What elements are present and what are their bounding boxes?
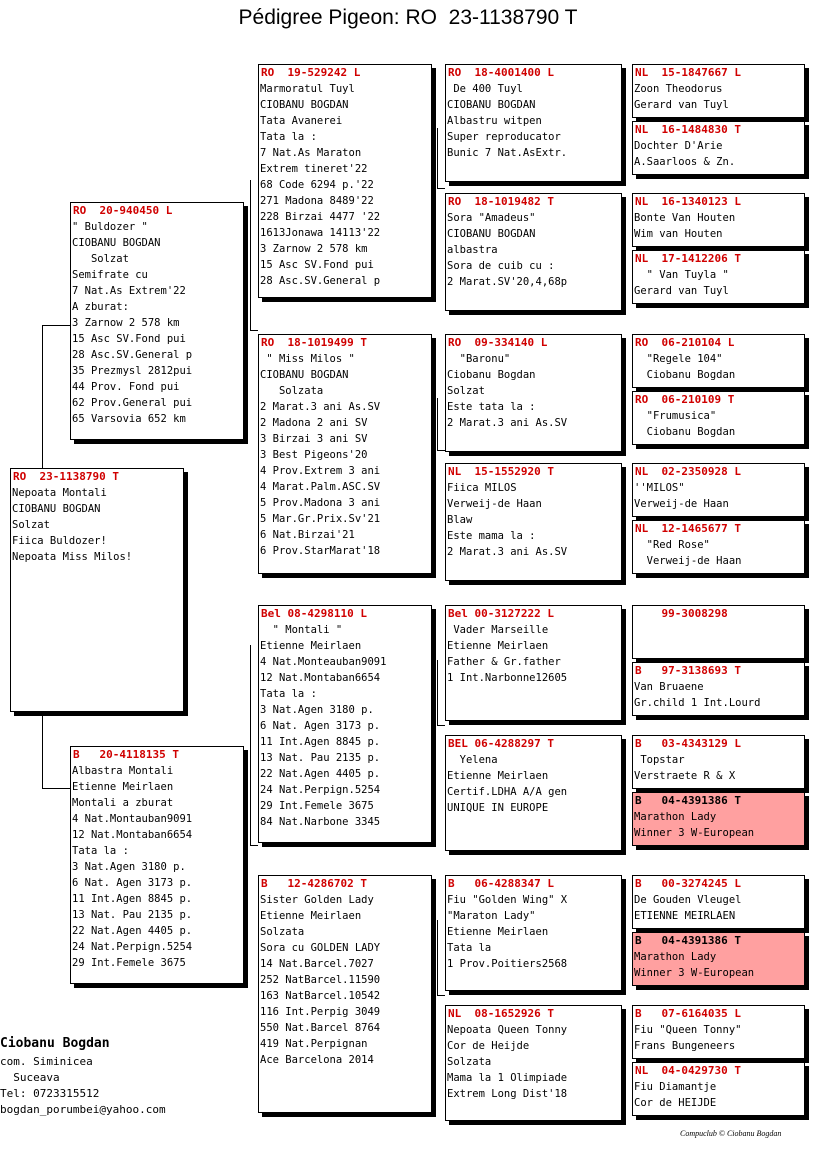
connector-line (250, 845, 258, 846)
info-line: 2 Marat.3 ani As.SV (447, 417, 568, 429)
info-line: Nepoata Montali (12, 487, 107, 499)
ring-number: B 06-4288347 L (448, 877, 554, 890)
info-line: Sora cu GOLDEN LADY (260, 942, 381, 954)
info-line: CIOBANU BOGDAN (447, 99, 536, 111)
connector-line (437, 188, 445, 189)
connector-line (437, 725, 445, 726)
info-line: 6 Nat.Birzai'21 (260, 529, 355, 541)
info-line: 2 Madona 2 ani SV (260, 417, 368, 429)
info-line: 5 Mar.Gr.Prix.Sv'21 (260, 513, 381, 525)
info-line: Verweij-de Haan (447, 498, 542, 510)
info-line: A zburat: (72, 301, 129, 313)
info-line: Solzat (12, 519, 50, 531)
info-line: Super reproducator (447, 131, 561, 143)
info-line: CIOBANU BOGDAN (260, 99, 349, 111)
ring-number: NL 17-1412206 T (635, 252, 741, 265)
info-line: 163 NatBarcel.10542 (260, 990, 381, 1002)
info-line: Dochter D'Arie (634, 140, 723, 152)
info-line: Solzat (72, 253, 129, 265)
info-line: Nepoata Miss Milos! (12, 551, 133, 563)
info-line: Wim van Houten (634, 228, 723, 240)
info-line: 65 Varsovia 652 km (72, 413, 186, 425)
pedigree-box-great-grandparent[interactable] (445, 463, 622, 581)
info-line: Tata Avanerei (260, 115, 343, 127)
info-line: 3 Nat.Agen 3180 p. (260, 704, 374, 716)
connector-line (625, 95, 626, 120)
info-line: Nepoata Queen Tonny (447, 1024, 568, 1036)
ring-number: B 04-4391386 T (635, 794, 741, 807)
info-line: Solzata (260, 385, 324, 397)
info-line: 3 Birzai 3 ani SV (260, 433, 368, 445)
info-line: 550 Nat.Barcel 8764 (260, 1022, 381, 1034)
connector-line (42, 325, 70, 326)
info-line: Winner 3 W-European (634, 827, 755, 839)
info-line: Fiu "Golden Wing" X (447, 894, 568, 906)
info-line: albastra (447, 244, 498, 256)
pedigree-box-ancestor[interactable] (632, 463, 805, 517)
info-line: Etienne Meirlaen (447, 770, 549, 782)
breeder-address-line: Suceava (0, 1071, 60, 1084)
info-line: Ciobanu Bogdan (447, 369, 536, 381)
connector-line (42, 712, 43, 788)
info-line: 15 Asc SV.Fond pui (260, 259, 374, 271)
info-line: Ciobanu Bogdan (634, 369, 736, 381)
info-line: 3 Nat.Agen 3180 p. (72, 861, 186, 873)
info-line: 62 Prov.General pui (72, 397, 193, 409)
info-line: Solzat (447, 385, 485, 397)
info-line: 3 Best Pigeons'20 (260, 449, 368, 461)
info-line: ETIENNE MEIRLAEN (634, 910, 736, 922)
info-line: 6 Nat. Agen 3173 p. (72, 877, 193, 889)
ring-number: RO 18-4001400 L (448, 66, 554, 79)
ring-number: RO 06-210109 T (635, 393, 735, 406)
info-line: 2 Marat.3 ani As.SV (447, 546, 568, 558)
info-line: 13 Nat. Pau 2135 p. (72, 909, 193, 921)
info-line: "Red Rose" (634, 539, 710, 551)
info-line: Father & Gr.father (447, 656, 561, 668)
info-line: 5 Prov.Madona 3 ani (260, 497, 381, 509)
info-line: Marathon Lady (634, 811, 717, 823)
connector-line (42, 788, 70, 789)
pedigree-box-great-grandparent[interactable] (445, 64, 622, 182)
info-line: Certif.LDHA A/A gen (447, 786, 568, 798)
ring-number: RO 23-1138790 T (13, 470, 119, 483)
info-line: CIOBANU BOGDAN (72, 237, 161, 249)
ring-number: NL 15-1847667 L (635, 66, 741, 79)
info-line: Gr.child 1 Int.Lourd (634, 697, 761, 709)
info-line: 1 Prov.Poitiers2568 (447, 958, 568, 970)
pedigree-box-ancestor[interactable] (632, 334, 805, 388)
info-line: Ciobanu Bogdan (634, 426, 736, 438)
page-title: Pédigree Pigeon: RO 23-1138790 T (238, 6, 578, 29)
info-line: 22 Nat.Agen 4405 p. (72, 925, 193, 937)
info-line: Albastra Montali (72, 765, 174, 777)
info-line: Etienne Meirlaen (72, 781, 174, 793)
info-line: "Maraton Lady" (447, 910, 536, 922)
info-line: 29 Int.Femele 3675 (260, 800, 374, 812)
info-line: 14 Nat.Barcel.7027 (260, 958, 374, 970)
info-line: Blaw (447, 514, 473, 526)
info-line: Etienne Meirlaen (260, 910, 362, 922)
ring-number: B 03-4343129 L (635, 737, 741, 750)
info-line: 7 Nat.As Extrem'22 (72, 285, 186, 297)
pedigree-box-ancestor[interactable] (632, 64, 805, 118)
pedigree-box-grandparent[interactable] (258, 64, 432, 298)
info-line: " Van Tuyla " (634, 269, 729, 281)
ring-number: Bel 08-4298110 L (261, 607, 367, 620)
ring-number: BEL 06-4288297 T (448, 737, 554, 750)
info-line: 419 Nat.Perpignan (260, 1038, 368, 1050)
pedigree-box-great-grandparent[interactable] (445, 875, 622, 991)
breeder-info (0, 1034, 166, 1118)
ring-number: NL 04-0429730 T (635, 1064, 741, 1077)
info-line: " Montali " (260, 624, 343, 636)
info-line: Etienne Meirlaen (260, 640, 362, 652)
pedigree-box-ancestor[interactable] (632, 121, 805, 175)
info-line: 252 NatBarcel.11590 (260, 974, 381, 986)
info-line: 24 Nat.Perpign.5254 (72, 941, 193, 953)
pedigree-box-grandparent[interactable] (258, 875, 432, 1113)
info-line: 24 Nat.Perpign.5254 (260, 784, 381, 796)
ring-number: RO 18-1019482 T (448, 195, 554, 208)
info-line: 84 Nat.Narbone 3345 (260, 816, 381, 828)
info-line: Cor de HEIJDE (634, 1097, 717, 1109)
ring-number: NL 12-1465677 T (635, 522, 741, 535)
info-line: Van Bruaene (634, 681, 704, 693)
info-line: Montali a zburat (72, 797, 174, 809)
info-line: 2 Marat.3 ani As.SV (260, 401, 381, 413)
info-line: 228 Birzai 4477 '22 (260, 211, 381, 223)
info-line: 1613Jonawa 14113'22 (260, 227, 381, 239)
pedigree-box-great-grandparent[interactable] (445, 193, 622, 311)
info-line: Tata la : (260, 131, 317, 143)
info-line: ''MILOS" (634, 482, 685, 494)
info-line: Bonte Van Houten (634, 212, 736, 224)
info-line: De 400 Tuyl (447, 83, 523, 95)
pedigree-box-ancestor[interactable] (632, 875, 805, 929)
info-line: "Regele 104" (634, 353, 723, 365)
info-line: Topstar (634, 754, 685, 766)
info-line: 6 Prov.StarMarat'18 (260, 545, 381, 557)
info-line: Gerard van Tuyl (634, 99, 729, 111)
info-line: Frans Bungeneers (634, 1040, 736, 1052)
info-line: 116 Int.Perpig 3049 (260, 1006, 381, 1018)
ring-number: B 20-4118135 T (73, 748, 179, 761)
info-line: 28 Asc.SV.General p (72, 349, 193, 361)
ring-number: RO 19-529242 L (261, 66, 361, 79)
ring-number: RO 06-210104 L (635, 336, 735, 349)
info-line: 11 Int.Agen 8845 p. (260, 736, 381, 748)
connector-line (250, 180, 251, 330)
info-line: Semifrate cu (72, 269, 148, 281)
info-line: 35 Prezmysl 2812pui (72, 365, 193, 377)
ring-number: NL 16-1484830 T (635, 123, 741, 136)
ring-number: 99-3008298 (635, 607, 728, 620)
pedigree-box-ancestor[interactable] (632, 250, 805, 304)
info-line: Vader Marseille (447, 624, 549, 636)
info-line: 271 Madona 8489'22 (260, 195, 374, 207)
info-line: Solzata (260, 926, 305, 938)
info-line: 68 Code 6294 p.'22 (260, 179, 374, 191)
connector-line (437, 450, 445, 451)
connector-line (250, 330, 258, 331)
pedigree-box-ancestor[interactable] (632, 735, 805, 789)
pedigree-box-ancestor-highlighted[interactable] (632, 792, 805, 846)
connector-line (625, 765, 626, 792)
info-line: Cor de Heijde (447, 1040, 530, 1052)
info-line: Fiica Buldozer! (12, 535, 107, 547)
pedigree-box-ancestor[interactable] (632, 193, 805, 247)
software-credit: Compuclub © Ciobanu Bogdan (680, 1129, 782, 1138)
info-line: Zoon Theodorus (634, 83, 723, 95)
info-line: Yelena (447, 754, 498, 766)
info-line: Albastru witpen (447, 115, 542, 127)
info-line: 3 Zarnow 2 578 km (72, 317, 180, 329)
info-line: Verweij-de Haan (634, 555, 742, 567)
info-line: CIOBANU BOGDAN (447, 228, 536, 240)
ring-number: NL 16-1340123 L (635, 195, 741, 208)
breeder-phone: Tel: 0723315512 (0, 1087, 100, 1100)
info-line: Sister Golden Lady (260, 894, 374, 906)
ring-number: B 07-6164035 L (635, 1007, 741, 1020)
info-line: 29 Int.Femele 3675 (72, 957, 186, 969)
pedigree-box-grandparent[interactable] (258, 334, 432, 574)
info-line: Marmoratul Tuyl (260, 83, 355, 95)
pedigree-box-ancestor[interactable] (632, 520, 805, 574)
info-line: Verstraete R & X (634, 770, 736, 782)
info-line: Ace Barcelona 2014 (260, 1054, 374, 1066)
info-line: 13 Nat. Pau 2135 p. (260, 752, 381, 764)
info-line: Este mama la : (447, 530, 536, 542)
ring-number: RO 20-940450 L (73, 204, 173, 217)
connector-line (437, 398, 438, 450)
info-line: 28 Asc.SV.General p (260, 275, 381, 287)
connector-line (437, 995, 445, 996)
pedigree-box-ancestor[interactable] (632, 662, 805, 716)
info-line: 11 Int.Agen 8845 p. (72, 893, 193, 905)
ring-number: B 00-3274245 L (635, 877, 741, 890)
info-line: Solzata (447, 1056, 492, 1068)
info-line: " Buldozer " (72, 221, 148, 233)
connector-line (625, 1035, 626, 1062)
info-line: Tata la : (72, 845, 129, 857)
breeder-address-line: com. Siminicea (0, 1055, 93, 1068)
ring-number: NL 02-2350928 L (635, 465, 741, 478)
breeder-email: bogdan_porumbei@yahoo.com (0, 1103, 166, 1116)
breeder-name: Ciobanu Bogdan (0, 1036, 110, 1051)
info-line: 1 Int.Narbonne12605 (447, 672, 568, 684)
pedigree-box-ancestor[interactable] (632, 605, 805, 659)
pedigree-box-grandparent[interactable] (258, 605, 432, 843)
connector-line (625, 635, 626, 662)
info-line: Fiu "Queen Tonny" (634, 1024, 742, 1036)
info-line: 4 Nat.Montauban9091 (72, 813, 193, 825)
connector-line (437, 660, 438, 725)
info-line: 2 Marat.SV'20,4,68p (447, 276, 568, 288)
info-line: 22 Nat.Agen 4405 p. (260, 768, 381, 780)
info-line: 6 Nat. Agen 3173 p. (260, 720, 381, 732)
info-line: 15 Asc SV.Fond pui (72, 333, 186, 345)
connector-line (625, 495, 626, 520)
connector-line (250, 645, 251, 845)
ring-number: B 12-4286702 T (261, 877, 367, 890)
pedigree-box-great-grandparent[interactable] (445, 735, 622, 851)
pedigree-box-sire[interactable] (70, 202, 244, 440)
ring-number: Bel 00-3127222 L (448, 607, 554, 620)
connector-line (437, 128, 438, 188)
connector-line (625, 225, 626, 250)
pedigree-box-ancestor[interactable] (632, 1062, 805, 1116)
info-line: UNIQUE IN EUROPE (447, 802, 549, 814)
pedigree-box-ancestor[interactable] (632, 1005, 805, 1059)
info-line: Extrem tineret'22 (260, 163, 368, 175)
info-line: Tata la (447, 942, 492, 954)
info-line: Gerard van Tuyl (634, 285, 729, 297)
info-line: Este tata la : (447, 401, 536, 413)
pedigree-box-great-grandparent[interactable] (445, 334, 622, 452)
info-line: 12 Nat.Montaban6654 (72, 829, 193, 841)
ring-number: NL 15-1552920 T (448, 465, 554, 478)
info-line: " Miss Milos " (260, 353, 355, 365)
info-line: Tata la : (260, 688, 317, 700)
info-line: 12 Nat.Montaban6654 (260, 672, 381, 684)
info-line: 4 Prov.Extrem 3 ani (260, 465, 381, 477)
info-line: 4 Nat.Monteauban9091 (260, 656, 387, 668)
info-line: Winner 3 W-European (634, 967, 755, 979)
info-line: Verweij-de Haan (634, 498, 729, 510)
info-line: 44 Prov. Fond pui (72, 381, 180, 393)
info-line: CIOBANU BOGDAN (260, 369, 349, 381)
info-line: 7 Nat.As Maraton (260, 147, 362, 159)
info-line: "Baronu" (447, 353, 511, 365)
ring-number: B 97-3138693 T (635, 664, 741, 677)
info-line: Etienne Meirlaen (447, 640, 549, 652)
ring-number: B 04-4391386 T (635, 934, 741, 947)
pedigree-box-great-grandparent[interactable] (445, 605, 622, 721)
ring-number: RO 09-334140 L (448, 336, 548, 349)
info-line: Mama la 1 Olimpiade (447, 1072, 568, 1084)
info-line: 3 Zarnow 2 578 km (260, 243, 368, 255)
info-line: Extrem Long Dist'18 (447, 1088, 568, 1100)
ring-number: NL 08-1652926 T (448, 1007, 554, 1020)
pedigree-box-ancestor[interactable] (632, 391, 805, 445)
connector-line (42, 325, 43, 469)
pedigree-box-ancestor-highlighted[interactable] (632, 932, 805, 986)
connector-line (625, 365, 626, 390)
info-line: Bunic 7 Nat.AsExtr. (447, 147, 568, 159)
pedigree-box-dam[interactable] (70, 746, 244, 984)
info-line: De Gouden Vleugel (634, 894, 742, 906)
ring-number: RO 18-1019499 T (261, 336, 367, 349)
connector-line (625, 905, 626, 932)
pedigree-box-great-grandparent[interactable] (445, 1005, 622, 1121)
info-line: CIOBANU BOGDAN (12, 503, 101, 515)
info-line: Sora "Amadeus" (447, 212, 536, 224)
info-line: Marathon Lady (634, 951, 717, 963)
info-line: 4 Marat.Palm.ASC.SV (260, 481, 381, 493)
info-line: Etienne Meirlaen (447, 926, 549, 938)
info-line: Fiica MILOS (447, 482, 517, 494)
info-line: Fiu Diamantje (634, 1081, 717, 1093)
info-line: A.Saarloos & Zn. (634, 156, 736, 168)
connector-line (437, 920, 438, 995)
info-line: Sora de cuib cu : (447, 260, 555, 272)
info-line: "Frumusica" (634, 410, 717, 422)
pedigree-box-subject[interactable] (10, 468, 184, 712)
